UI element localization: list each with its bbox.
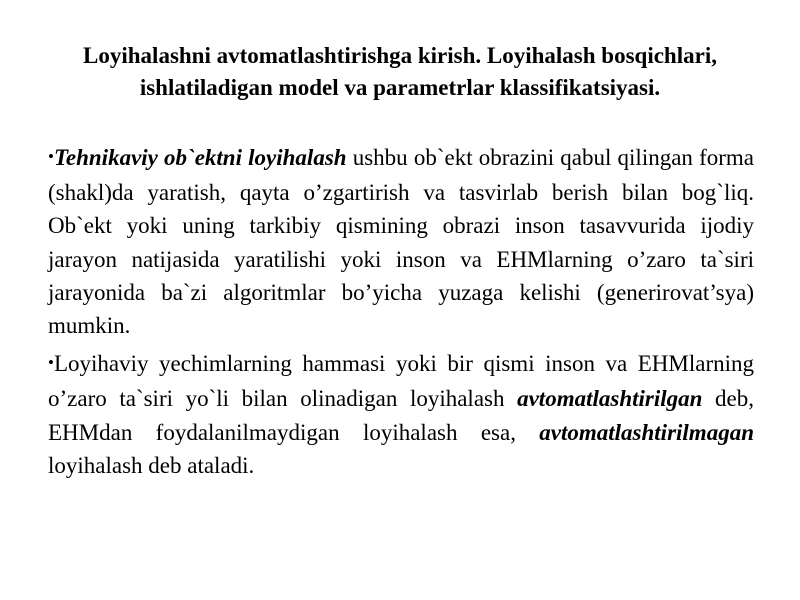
- bullet-text: deb, EHMdan foydalanilmaydigan loyihalash esa,: [48, 386, 754, 445]
- term-avtomatlashtirilmagan: avtomatlashtirilmagan: [539, 419, 754, 445]
- bullet-marker: •: [48, 147, 54, 166]
- bullet-text: ushbu ob`ekt obrazini qabul qilingan forma (shakl)da yaratish, qayta o’zgartirish va tasvirlab berish bilan bog`liq. Ob`ekt yoki uning tarkibiy qismining obrazi inson tasavvurida ijodiy jarayon natijasida yaratilishi yoki inson va EHMlarning o’zaro ta`siri jarayonida ba`zi algoritmlar bo’yicha yuzaga kelishi (generirovat’sya) mumkin.: [48, 145, 754, 339]
- bullet-marker: •: [48, 353, 54, 373]
- slide-title: Loyihalashni avtomatlashtirishga kirish. Loyihalash bosqichlari, ishlatiladigan model va parametrlar klassifikatsiyasi.: [83, 43, 717, 100]
- bullet-text: Loyihaviy yechimlarning hammasi yoki bir qismi inson va EHMlarning o’zaro ta`siri yo`li bilan olinadigan loyihalash: [48, 351, 754, 412]
- bullet-item-2: [48, 347, 754, 482]
- term-avtomatlashtirilgan: avtomatlashtirilgan: [517, 386, 703, 412]
- bullet-text: loyihalash deb ataladi.: [48, 452, 255, 478]
- slide-body: [48, 141, 754, 487]
- term-tehnikaviy-obekt: Tehnikaviy ob`ektni loyihalash: [53, 145, 347, 170]
- bullet-item-1: [48, 141, 754, 342]
